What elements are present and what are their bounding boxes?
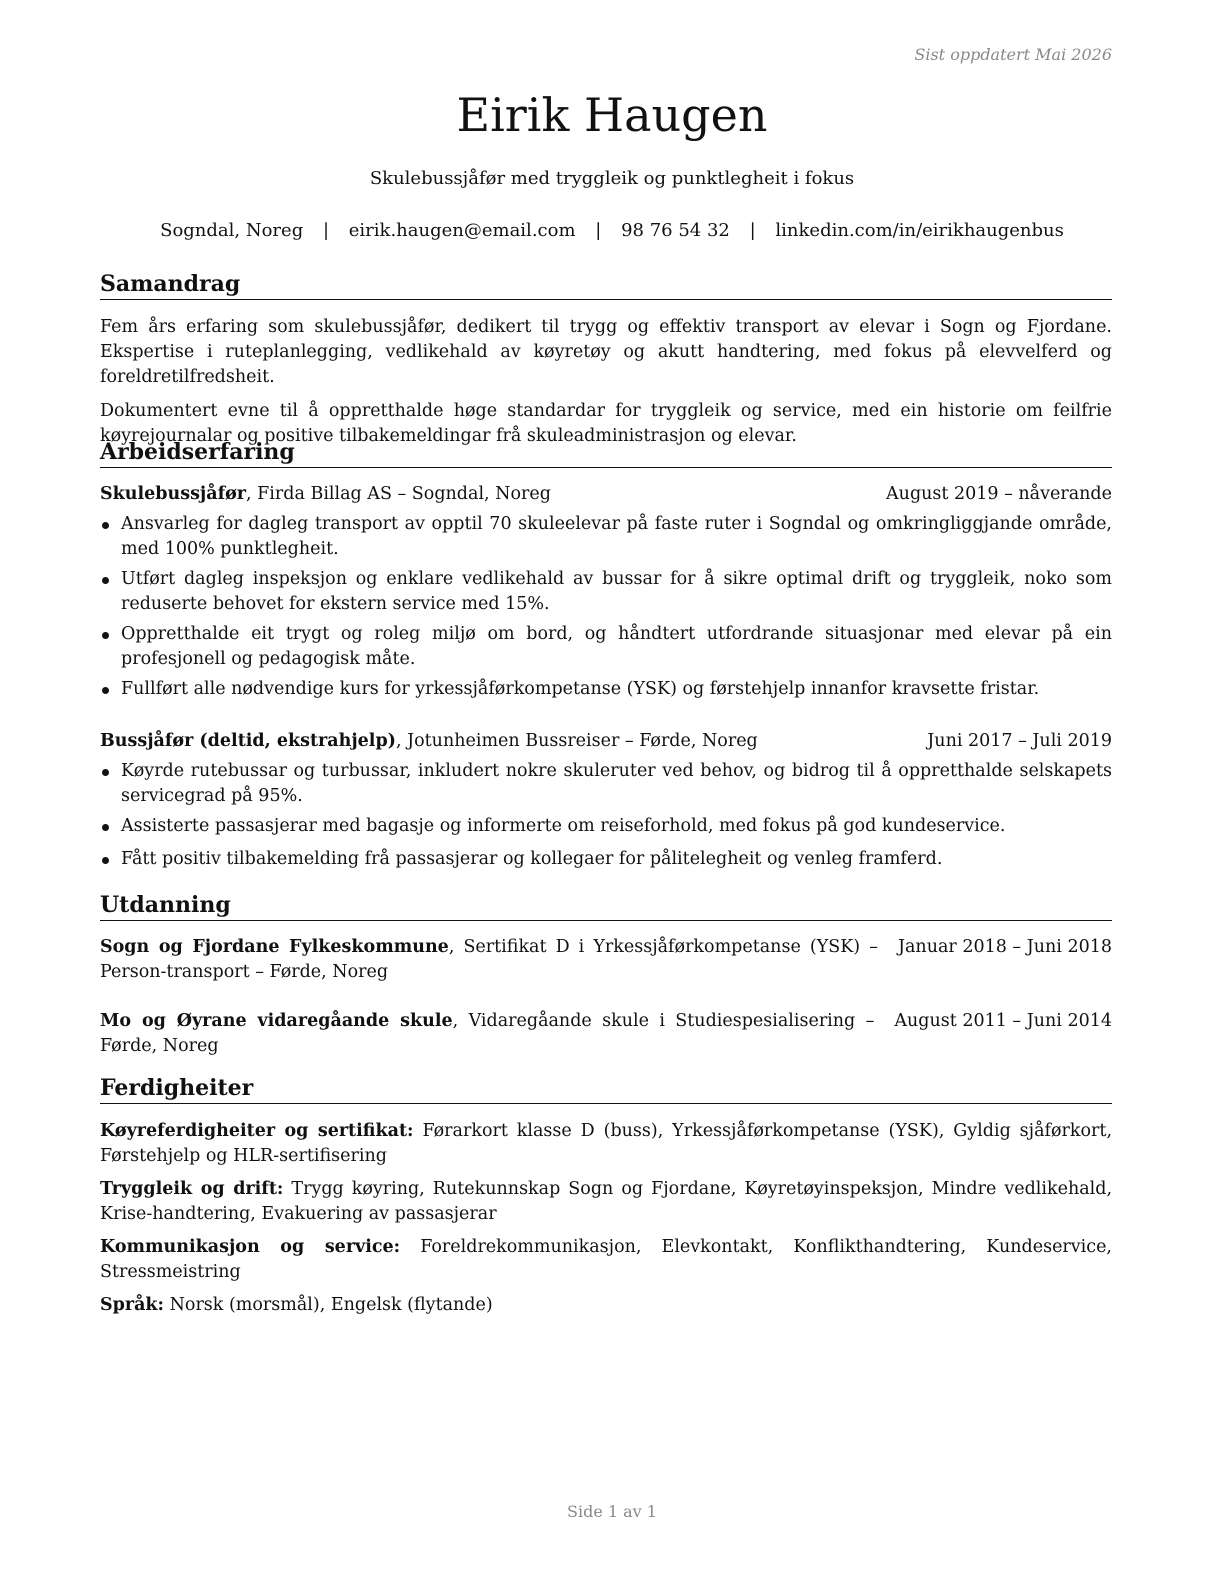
skill-label: Køyreferdigheiter og sertifikat: xyxy=(100,1121,414,1141)
contact-separator: | xyxy=(322,220,330,241)
contact-location: Sogndal, Noreg xyxy=(160,220,304,241)
job-role: Bussjåfør (deltid, ekstrahjelp) xyxy=(100,731,396,751)
job-dates: August 2019 – nåverande xyxy=(886,484,1112,504)
job-bullet xyxy=(100,567,1112,617)
job-bullet xyxy=(100,759,1112,809)
skill-item xyxy=(100,1293,1112,1318)
education-school: Sogn og Fjordane Fylkeskommune xyxy=(100,937,449,957)
bullet-icon xyxy=(102,577,109,584)
contact-separator: | xyxy=(595,220,602,241)
education-row xyxy=(100,1009,1112,1059)
bullet-icon xyxy=(102,687,109,694)
education-entry xyxy=(100,935,1112,985)
candidate-name: Eirik Haugen xyxy=(456,88,768,142)
skill-item xyxy=(100,1119,1112,1169)
education-school: Mo og Øyrane vidaregåande skule xyxy=(100,1011,453,1031)
job-bullet-text: Ansvarleg for dagleg transport av opptil 70 skuleelevar på faste ruter i Sogndal og omkringliggjande område, med 100% punktlegheit. xyxy=(121,514,1112,559)
job-role: Skulebussjåfør xyxy=(100,484,247,504)
bullet-icon xyxy=(102,632,109,639)
job-entry xyxy=(100,482,1112,707)
tagline: Skulebussjåfør med tryggleik og punktlegheit i fokus xyxy=(369,168,855,189)
skill-value: Trygg køyring, Rutekunnskap Sogn og Fjordane, Køyretøyinspeksjon, Mindre vedlikehald, Krise-handtering, Evakuering av passasjerar xyxy=(100,1179,1113,1224)
contact-linkedin[interactable]: linkedin.com/in/eirikhaugenbus xyxy=(775,220,1064,241)
education-detail: , Sertifikat D i Yrkessjåførkompetanse (YSK) – Person-transport – Førde, Noreg xyxy=(100,937,878,982)
education-row xyxy=(100,935,1112,985)
job-bullet xyxy=(100,622,1112,672)
section-title-summary: Samandrag xyxy=(100,271,1112,300)
contact-line xyxy=(0,220,1224,241)
bullet-icon xyxy=(102,769,109,776)
job-title-line xyxy=(100,482,886,507)
section-title-experience: Arbeidserfaring xyxy=(100,439,1112,468)
bullet-icon xyxy=(102,522,109,529)
job-bullet xyxy=(100,512,1112,562)
skills-block xyxy=(100,1119,1112,1326)
job-bullets xyxy=(100,759,1112,872)
summary-block xyxy=(100,315,1112,449)
education-dates: August 2011 – Juni 2014 xyxy=(894,1011,1112,1031)
summary-paragraph: Dokumentert evne til å oppretthalde høge standardar for tryggleik og service, med ein historie om feilfrie køyrejournalar og positive tilbakemeldingar frå skuleadministrasjon og elevar. xyxy=(100,401,1112,446)
skill-label: Språk: xyxy=(100,1295,165,1315)
summary-paragraph: Fem års erfaring som skulebussjåfør, dedikert til trygg og effektiv transport av elevar i Sogn og Fjordane. Ekspertise i ruteplanlegging, vedlikehald av køyretøy og akutt handtering, med fokus på elevvelferd og foreldretilfredsheit. xyxy=(100,317,1112,387)
job-header xyxy=(100,729,1112,754)
job-bullet xyxy=(100,847,1112,872)
job-bullet-text: Køyrde rutebussar og turbussar, inkludert nokre skuleruter ved behov, og bidrog til å oppretthalde selskapets servicegrad på 95%. xyxy=(121,761,1112,806)
contact-separator: | xyxy=(749,220,756,241)
skill-label: Kommunikasjon og service: xyxy=(100,1237,401,1257)
contact-phone[interactable]: 98 76 54 32 xyxy=(621,220,730,241)
education-entry xyxy=(100,1009,1112,1059)
last-updated: Sist oppdatert Mai 2026 xyxy=(914,45,1112,64)
job-org: , Firda Billag AS – Sogndal, Noreg xyxy=(246,484,551,504)
job-org: , Jotunheimen Bussreiser – Førde, Noreg xyxy=(395,731,758,751)
section-title-education: Utdanning xyxy=(100,892,1112,921)
job-header xyxy=(100,482,1112,507)
section-title-skills: Ferdigheiter xyxy=(100,1075,1112,1104)
job-title-line xyxy=(100,729,927,754)
job-dates: Juni 2017 – Juli 2019 xyxy=(927,731,1112,751)
skill-item xyxy=(100,1177,1112,1227)
skill-value: Foreldrekommunikasjon, Elevkontakt, Konflikthandtering, Kundeservice, Stressmeistring xyxy=(100,1237,1112,1282)
contact-email[interactable]: eirik.haugen@email.com xyxy=(348,220,576,241)
education-text xyxy=(100,935,898,985)
job-bullet-text: Oppretthalde eit trygt og roleg miljø om bord, og håndtert utfordrande situasjonar med elevar på ein profesjonell og pedagogisk måte. xyxy=(121,624,1112,669)
job-bullet xyxy=(100,814,1112,839)
education-detail: , Vidaregåande skule i Studiespesialisering – Førde, Noreg xyxy=(100,1011,875,1056)
skill-label: Tryggleik og drift: xyxy=(100,1179,284,1199)
bullet-icon xyxy=(102,857,109,864)
job-bullet-text: Utført dagleg inspeksjon og enklare vedlikehald av bussar for å sikre optimal drift og tryggleik, noko som reduserte behovet for ekstern service med 15%. xyxy=(121,569,1112,614)
job-bullet xyxy=(100,677,1112,702)
job-bullets xyxy=(100,512,1112,702)
skill-item xyxy=(100,1235,1112,1285)
education-text xyxy=(100,1009,894,1059)
page-number: Side 1 av 1 xyxy=(567,1502,657,1521)
bullet-icon xyxy=(102,824,109,831)
job-bullet-text: Assisterte passasjerar med bagasje og informerte om reiseforhold, med fokus på god kundeservice. xyxy=(121,816,1006,836)
job-entry xyxy=(100,729,1112,877)
skill-value: Førarkort klasse D (buss), Yrkessjåførkompetanse (YSK), Gyldig sjåførkort, Førstehjelp og HLR-sertifisering xyxy=(100,1121,1113,1166)
skill-value: Norsk (morsmål), Engelsk (flytande) xyxy=(164,1295,493,1315)
job-bullet-text: Fått positiv tilbakemelding frå passasjerar og kollegaer for pålitelegheit og venleg framferd. xyxy=(121,849,943,869)
job-bullet-text: Fullført alle nødvendige kurs for yrkessjåførkompetanse (YSK) og førstehjelp innanfor kravsette fristar. xyxy=(121,679,1040,699)
education-dates: Januar 2018 – Juni 2018 xyxy=(897,937,1112,957)
